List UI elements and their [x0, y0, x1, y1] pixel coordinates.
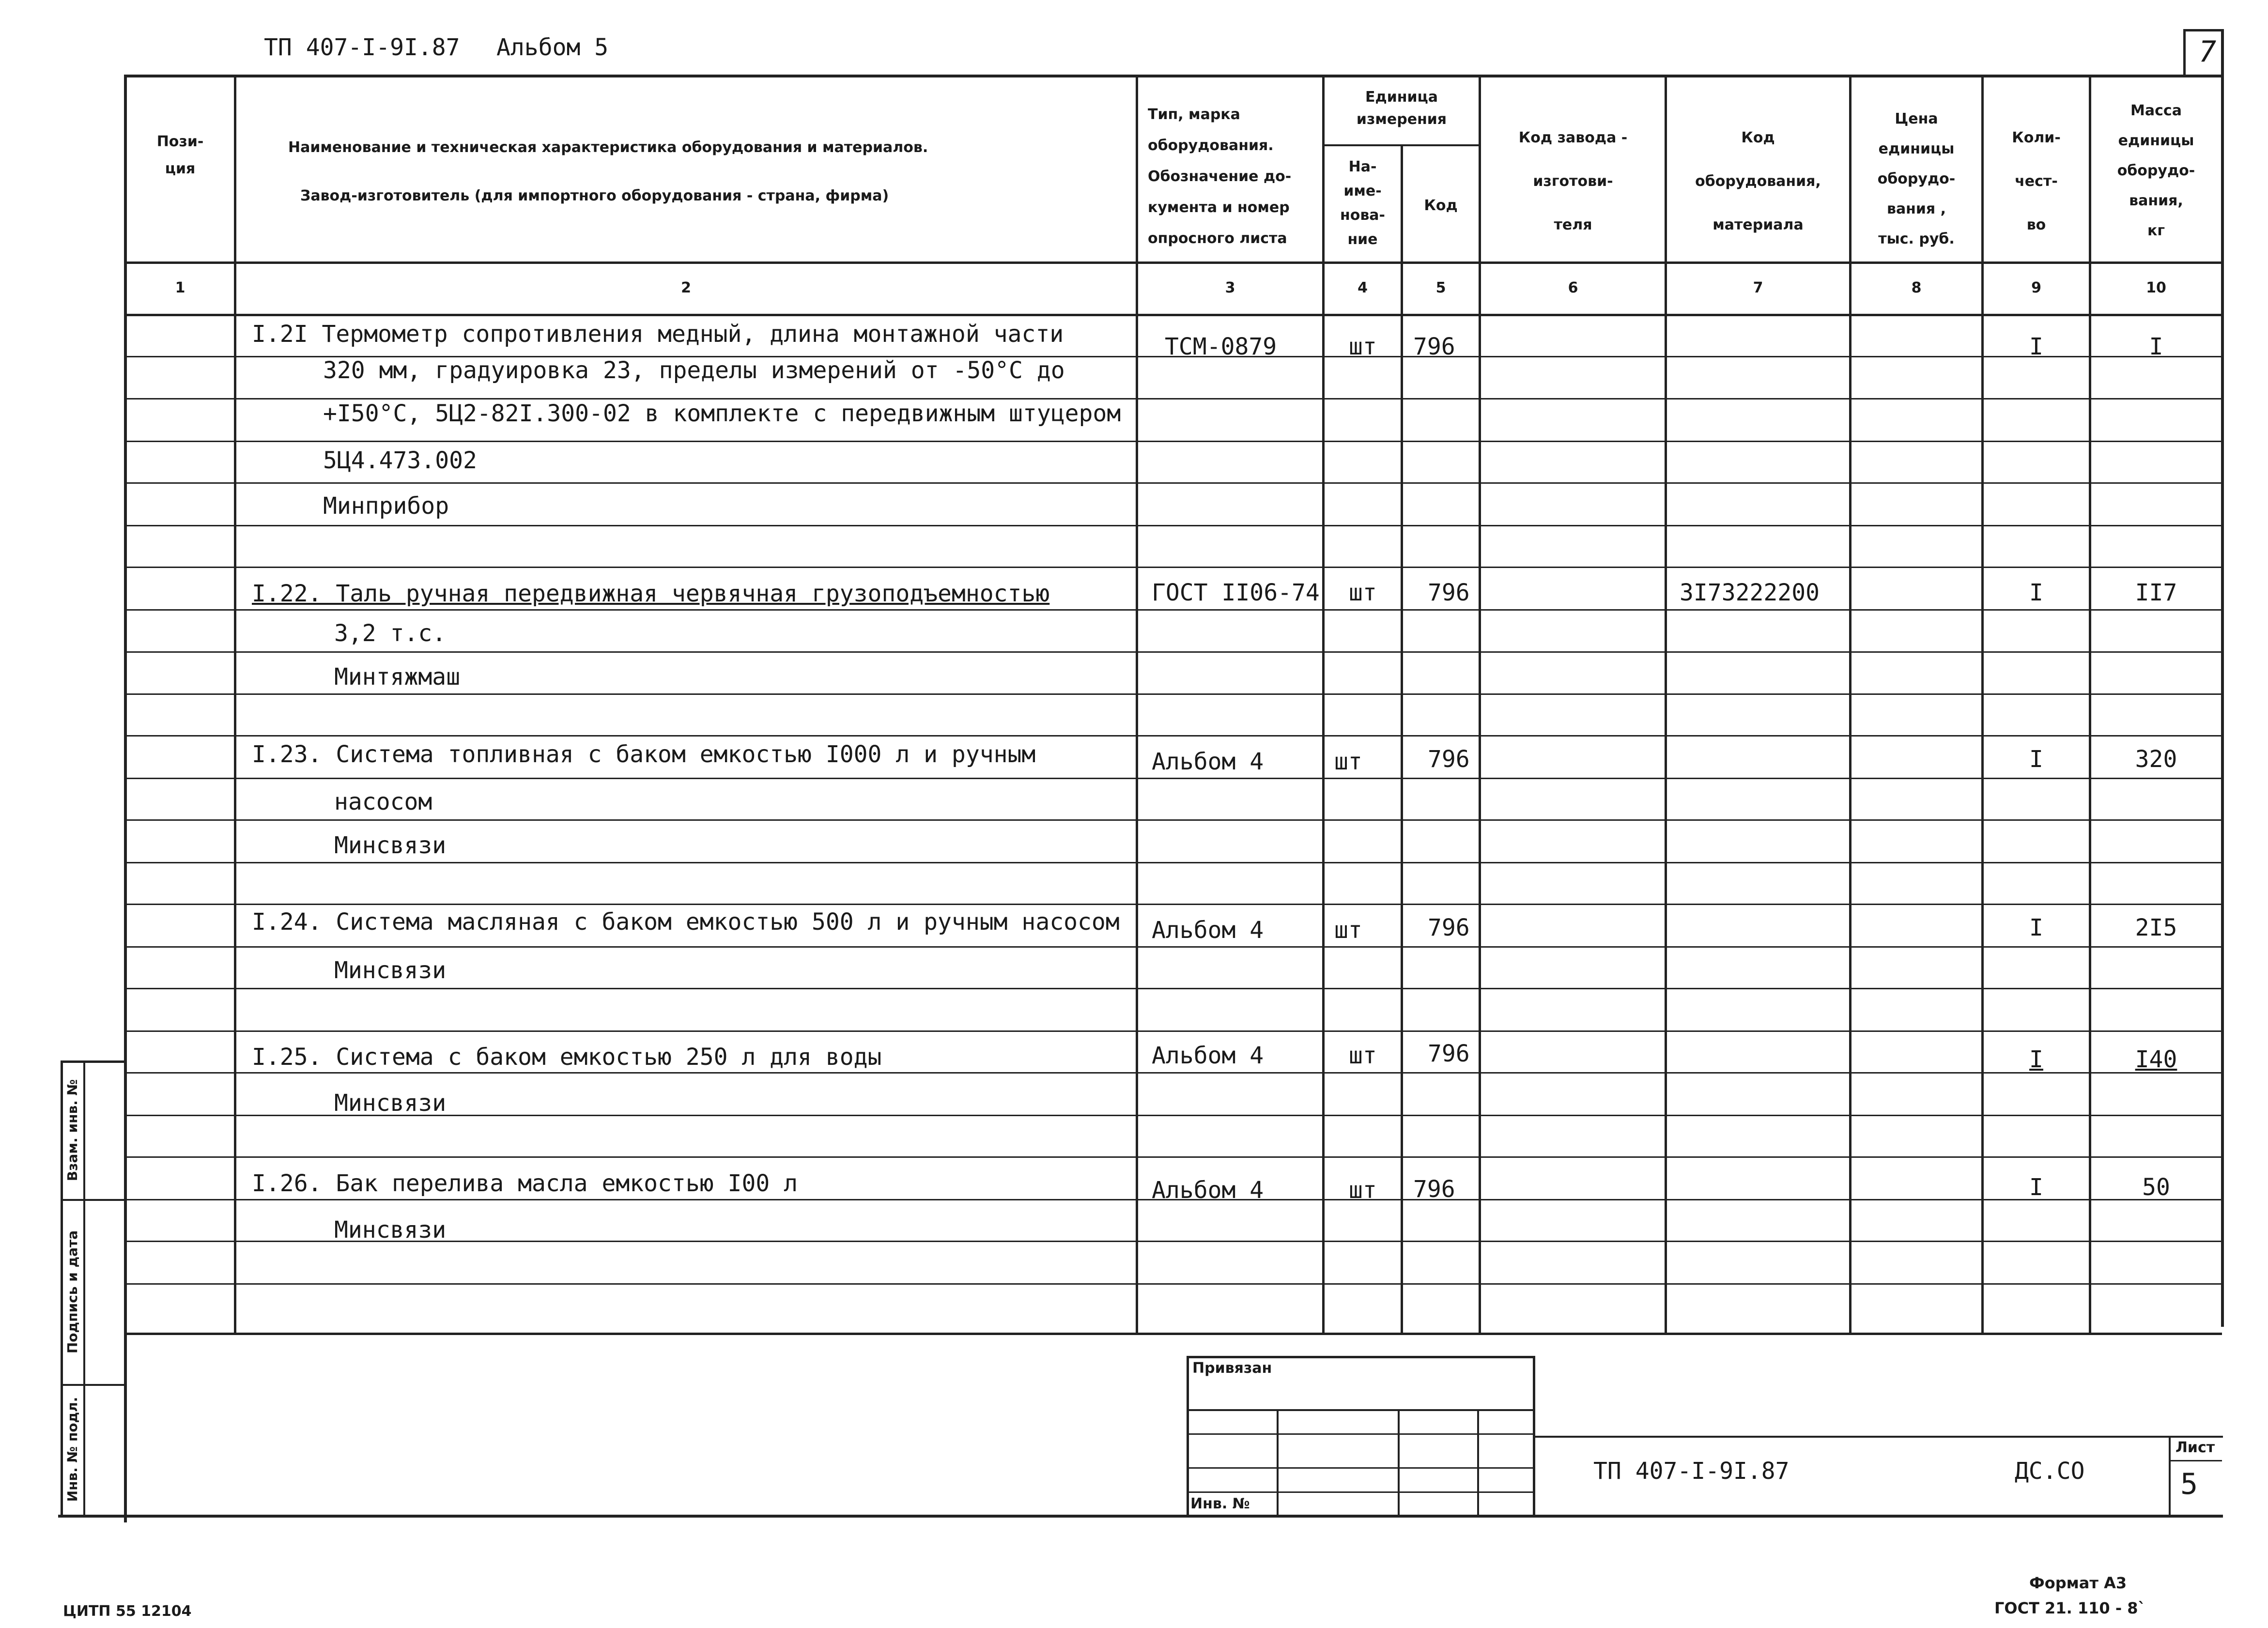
row1-mass: I: [2149, 333, 2163, 360]
row2-qty: I: [2029, 579, 2043, 606]
frame-right-line: [2221, 29, 2224, 1327]
row3-qty: I: [2029, 746, 2043, 773]
row1-line2: 320 мм, градуировка 23, пределы измерений от -50°С до: [323, 357, 1065, 384]
tb-sheet-label: Лист: [2175, 1439, 2215, 1456]
corner-box-top: [2183, 29, 2224, 31]
stamp-inv-podl: Инв. № подл.: [64, 1397, 80, 1502]
stamp-podpis: Подпись и дата: [64, 1230, 80, 1354]
top-doc-code: ТП 407-I-9I.87: [264, 34, 460, 61]
colnum-4: 4: [1358, 279, 1368, 296]
row3-unit: шт: [1334, 748, 1362, 775]
row6-qty: I: [2029, 1174, 2043, 1201]
row-line: [125, 482, 2222, 484]
header-col4: На- име- нова- ние: [1340, 158, 1386, 248]
stamp-sep-2: [61, 1384, 126, 1386]
row-line: [125, 988, 2222, 989]
row5-type: Альбом 4: [1152, 1042, 1264, 1069]
colnum-9: 9: [2031, 279, 2041, 296]
colnum-7: 7: [1753, 279, 1763, 296]
row2-code: 796: [1428, 579, 1470, 606]
row4-unit: шт: [1334, 917, 1362, 944]
row3-mass: 320: [2135, 746, 2177, 773]
table-bottom-line: [125, 1333, 2222, 1335]
footer-left-code: ЦИТП 55 12104: [63, 1603, 192, 1620]
row5-unit: шт: [1349, 1042, 1377, 1069]
header-col1: Пози- ция: [156, 133, 204, 177]
row4-code: 796: [1428, 914, 1470, 941]
row2-material: 3I73222200: [1680, 579, 1820, 606]
row6-code: 796: [1413, 1176, 1455, 1203]
tb-sheet-mid: [2169, 1460, 2222, 1461]
tb-v3: [1477, 1409, 1479, 1516]
tb-sheet-left: [2169, 1436, 2171, 1516]
header-col10: Масса единицы оборудо- вания, кг: [2117, 102, 2195, 239]
row2-line1: I.22. Таль ручная передвижная червячная грузоподъемностью: [252, 580, 1050, 607]
row3-code: 796: [1428, 746, 1470, 773]
row5-qty: I: [2029, 1046, 2043, 1073]
footer-gost: ГОСТ 21. 110 - 8`: [1994, 1599, 2146, 1617]
header-col8: Цена единицы оборудо- вания , тыс. руб.: [1877, 110, 1956, 247]
row5-code: 796: [1428, 1040, 1470, 1067]
header-col2: Наименование и техническая характеристика оборудования и материалов. Завод-изготовитель (для импортного оборудования - страна, фирма): [288, 139, 928, 204]
tb-v1: [1277, 1409, 1279, 1516]
tb-left: [1187, 1356, 1189, 1517]
colnum-8: 8: [1911, 279, 1922, 296]
row4-line2: Минсвязи: [334, 957, 447, 984]
tb-v2: [1398, 1409, 1400, 1516]
row6-unit: шт: [1349, 1177, 1377, 1204]
tb-h1: [1187, 1409, 1535, 1411]
row6-mass: 50: [2142, 1174, 2170, 1201]
row1-line5: Минприбор: [323, 492, 449, 520]
colnum-1: 1: [175, 279, 185, 296]
header-col6: Код завода - изготови- теля: [1518, 129, 1628, 233]
header-unit-group: Единица измерения: [1356, 89, 1447, 128]
row-line: [125, 946, 2222, 948]
row-line: [125, 567, 2222, 568]
row1-line3: +I50°С, 5Ц2-82I.300-02 в комплекте с передвижным штуцером: [323, 400, 1121, 427]
row-line: [125, 1030, 2222, 1032]
row3-line2: насосом: [334, 788, 432, 815]
row-line: [125, 398, 2222, 399]
row-line: [125, 904, 2222, 905]
header-col7: Код оборудования, материала: [1695, 129, 1821, 233]
row6-line2: Минсвязи: [334, 1216, 447, 1244]
row-line: [125, 735, 2222, 737]
row5-line2: Минсвязи: [334, 1090, 447, 1117]
tb-h2: [1187, 1433, 1535, 1435]
row-line: [125, 1072, 2222, 1074]
colnum-10: 10: [2146, 279, 2166, 296]
tb-main-top: [1533, 1436, 2223, 1438]
stamp-mid-v: [83, 1060, 85, 1516]
row6-line1: I.26. Бак перелива масла емкостью I00 л: [252, 1170, 798, 1197]
row5-mass: I40: [2135, 1046, 2177, 1073]
frame-bottom-line: [58, 1515, 2223, 1518]
row3-type: Альбом 4: [1152, 748, 1264, 775]
row1-unit: шт: [1349, 333, 1377, 360]
row1-qty: I: [2029, 333, 2043, 360]
frame-top-line: [125, 75, 2222, 77]
row-line: [125, 609, 2222, 611]
col-line-4: [1401, 145, 1403, 1334]
row-line: [125, 651, 2222, 653]
row-line: [125, 1156, 2222, 1158]
row2-line3: Минтяжмаш: [334, 663, 461, 691]
header-col9: Коли- чест- во: [2012, 129, 2061, 233]
row5-line1: I.25. Система с баком емкостью 250 л для воды: [252, 1044, 882, 1071]
row1-line1: I.2I Термометр сопротивления медный, длина монтажной части: [252, 321, 1064, 348]
row2-type: ГОСТ II06-74: [1152, 579, 1320, 606]
row4-mass: 2I5: [2135, 914, 2177, 941]
row4-type: Альбом 4: [1152, 917, 1264, 944]
row3-line1: I.23. Система топливная с баком емкостью I000 л и ручным: [252, 741, 1036, 768]
header-col5: Код: [1424, 197, 1458, 214]
numbers-bottom-line: [125, 314, 2222, 316]
row1-line4: 5Ц4.473.002: [323, 447, 477, 474]
colnum-2: 2: [681, 279, 691, 296]
row2-unit: шт: [1349, 579, 1377, 606]
row-line: [125, 1283, 2222, 1285]
stamp-vzam-inv: Взам. инв. №: [64, 1079, 80, 1182]
footer-format: Формат А3: [2029, 1574, 2127, 1592]
colnum-6: 6: [1568, 279, 1578, 296]
tb-privyazan-top: [1187, 1356, 1535, 1358]
row4-qty: I: [2029, 914, 2043, 941]
row4-line1: I.24. Система масляная с баком емкостью 500 л и ручным насосом: [252, 908, 1120, 936]
unit-group-line: [1322, 144, 1481, 146]
row-line: [125, 525, 2222, 526]
header-col3: Тип, марка оборудования. Обозначение до- кумента и номер опросного листа: [1148, 106, 1292, 247]
tb-h4: [1187, 1491, 1535, 1493]
tb-doc-code: ТП 407-I-9I.87: [1593, 1458, 1790, 1485]
colnum-3: 3: [1225, 279, 1235, 296]
page-corner-number: 7: [2199, 35, 2217, 69]
row-line: [125, 862, 2222, 863]
corner-box-left: [2183, 29, 2186, 77]
row-line: [125, 819, 2222, 821]
tb-h3: [1187, 1467, 1535, 1469]
tb-privyazan-label: Привязан: [1192, 1360, 1272, 1377]
tb-sheet-code: ДС.СО: [2015, 1458, 2085, 1485]
row6-type: Альбом 4: [1152, 1177, 1264, 1204]
row-line: [125, 778, 2222, 779]
row2-mass: II7: [2135, 579, 2177, 606]
top-album: Альбом 5: [496, 34, 609, 61]
row1-code: 796: [1413, 333, 1455, 360]
tb-sheet-number: 5: [2180, 1467, 2198, 1501]
stamp-outer-left: [61, 1060, 63, 1516]
header-bottom-line: [125, 261, 2222, 264]
row3-line3: Минсвязи: [334, 832, 447, 859]
row1-type: ТСМ-0879: [1165, 333, 1277, 360]
row2-line2: 3,2 т.с.: [334, 620, 447, 647]
colnum-5: 5: [1435, 279, 1446, 296]
tb-inv-no-label: Инв. №: [1190, 1495, 1250, 1512]
row-line: [125, 441, 2222, 442]
row-line: [125, 693, 2222, 695]
